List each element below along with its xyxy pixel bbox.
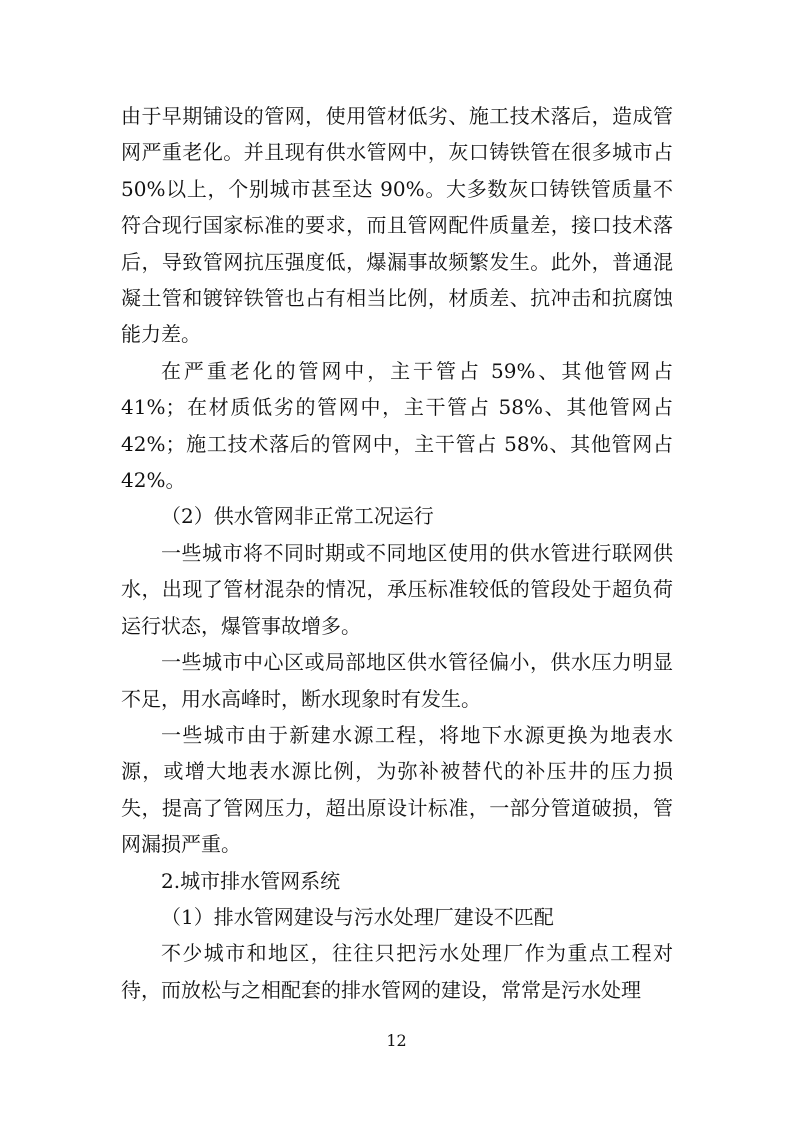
heading-drainage-network: 2.城市排水管网系统 (161, 868, 341, 893)
paragraph-treatment-plants: 不少城市和地区，往往只把污水处理厂作为重点工程对待，而放松与之相配套的排水管网的建设，常常是污水处理 (121, 941, 673, 1002)
paragraph-mixed-pipes: 一些城市将不同时期或不同地区使用的供水管进行联网供水，出现了管材混杂的情况，承压标准较低的管段处于超负荷运行状态，爆管事故增多。 (121, 540, 673, 638)
paragraph-small-diameter: 一些城市中心区或局部地区供水管径偏小，供水压力明显不足，用水高峰时，断水现象时有发生。 (121, 650, 673, 711)
paragraph-pipe-statistics: 在严重老化的管网中，主干管占 59%、其他管网占 41%；在材质低劣的管网中，主干管占 58%、其他管网占 42%；施工技术落后的管网中，主干管占 58%、其他管网占 42%。 (121, 358, 673, 493)
page-content (121, 98, 673, 1008)
subheading-mismatch: （1）排水管网建设与污水处理厂建设不匹配 (161, 904, 554, 929)
page-number: 12 (386, 1031, 407, 1050)
paragraph-new-water-source: 一些城市由于新建水源工程，将地下水源更换为地表水源，或增大地表水源比例，为弥补被替代的补压井的压力损失，提高了管网压力，超出原设计标准，一部分管道破损，管网漏损严重。 (121, 722, 673, 857)
subheading-abnormal-operation: （2）供水管网非正常工况运行 (161, 504, 434, 529)
paragraph-pipe-aging: 由于早期铺设的管网，使用管材低劣、施工技术落后，造成管网严重老化。并且现有供水管网中，灰口铸铁管在很多城市占 50%以上，个别城市甚至达 90%。大多数灰口铸铁管质量不符合现行国家标准的要求，而且管网配件质量差，接口技术落后，导致管网抗压强度低，爆漏事故频繁发生。此外，普通混凝土管和镀锌铁管也占有相当比例，材质差、抗冲击和抗腐蚀能力差。 (121, 104, 673, 347)
